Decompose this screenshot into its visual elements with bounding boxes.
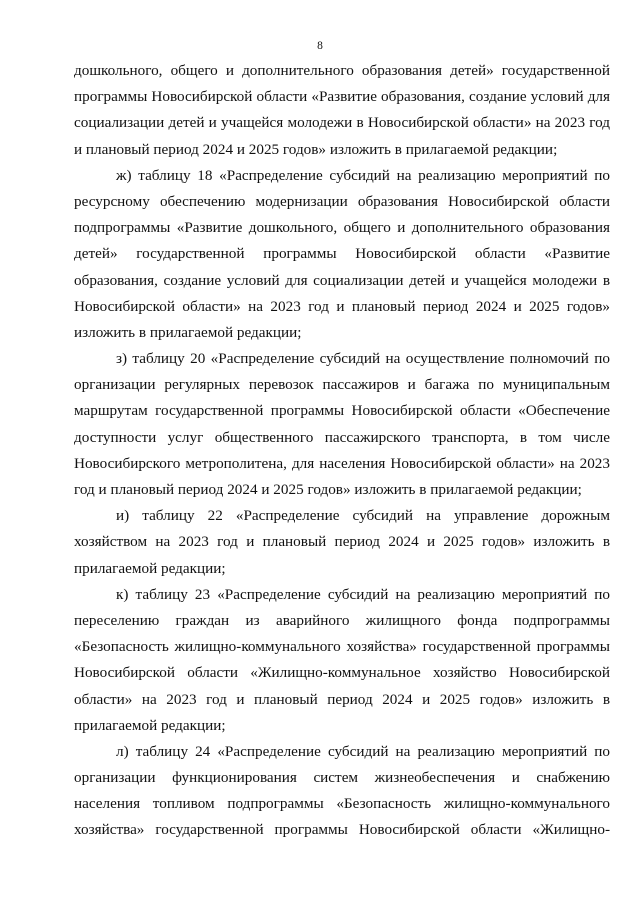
text-line: к) таблицу 23 «Распределение субсидий на реализацию мероприятий по bbox=[116, 585, 610, 603]
text-line: ж) таблицу 18 «Распределение субсидий на реализацию мероприятий по bbox=[116, 166, 610, 184]
text-line: социализации детей и учащейся молодежи в Новосибирской области» на 2023 год bbox=[74, 114, 610, 132]
text-line: дошкольного, общего и дополнительного образования детей» государственной bbox=[74, 62, 610, 79]
text-line: населения топливом подпрограммы «Безопасность жилищно-коммунального bbox=[74, 795, 610, 813]
text-line: ресурсному обеспечению модернизации образования Новосибирской области bbox=[74, 192, 610, 210]
document-body bbox=[74, 58, 610, 844]
text-line: подпрограммы «Развитие дошкольного, общего и дополнительного образования bbox=[74, 219, 610, 237]
text-line: год и плановый период 2024 и 2025 годов» изложить в прилагаемой редакции; bbox=[74, 481, 582, 498]
text-line: изложить в прилагаемой редакции; bbox=[74, 323, 302, 341]
text-line: з) таблицу 20 «Распределение субсидий на осуществление полномочий по bbox=[116, 350, 610, 368]
text-line: и) таблицу 22 «Распределение субсидий на управление дорожным bbox=[116, 507, 610, 525]
text-line: «Безопасность жилищно-коммунального хозяйства» государственной программы bbox=[74, 638, 610, 656]
page-number: 8 bbox=[317, 40, 323, 52]
text-line: прилагаемой редакции; bbox=[74, 716, 226, 734]
text-line: прилагаемой редакции; bbox=[74, 559, 226, 577]
text-line: Новосибирского метрополитена, для населения Новосибирской области» на 2023 bbox=[74, 454, 610, 472]
text-line: образования, создание условий для социализации детей и учащейся молодежи в bbox=[74, 271, 610, 289]
text-line: программы Новосибирской области «Развитие образования, создание условий для bbox=[74, 88, 610, 106]
text-line: Новосибирской области» на 2023 год и плановый период 2024 и 2025 годов» bbox=[74, 297, 610, 315]
text-line: и плановый период 2024 и 2025 годов» изложить в прилагаемой редакции; bbox=[74, 140, 558, 158]
text-line: маршрутам государственной программы Новосибирской области «Обеспечение bbox=[74, 402, 610, 420]
text-line: Новосибирской области «Жилищно-коммунальное хозяйство Новосибирской bbox=[74, 664, 610, 682]
text-line: переселению граждан из аварийного жилищного фонда подпрограммы bbox=[74, 611, 610, 629]
text-line: детей» государственной программы Новосибирской области «Развитие bbox=[74, 245, 610, 263]
text-line: хозяйства» государственной программы Новосибирской области «Жилищно- bbox=[74, 821, 610, 839]
text-line: организации регулярных перевозок пассажиров и багажа по муниципальным bbox=[74, 376, 610, 394]
text-line: области» на 2023 год и плановый период 2024 и 2025 годов» изложить в bbox=[74, 690, 610, 708]
text-line: хозяйством на 2023 год и плановый период 2024 и 2025 годов» изложить в bbox=[74, 533, 610, 551]
text-line: организации функционирования систем жизнеобеспечения и снабжению bbox=[74, 769, 610, 787]
text-line: доступности услуг общественного пассажирского транспорта, в том числе bbox=[74, 428, 610, 446]
text-line: л) таблицу 24 «Распределение субсидий на реализацию мероприятий по bbox=[116, 742, 610, 760]
